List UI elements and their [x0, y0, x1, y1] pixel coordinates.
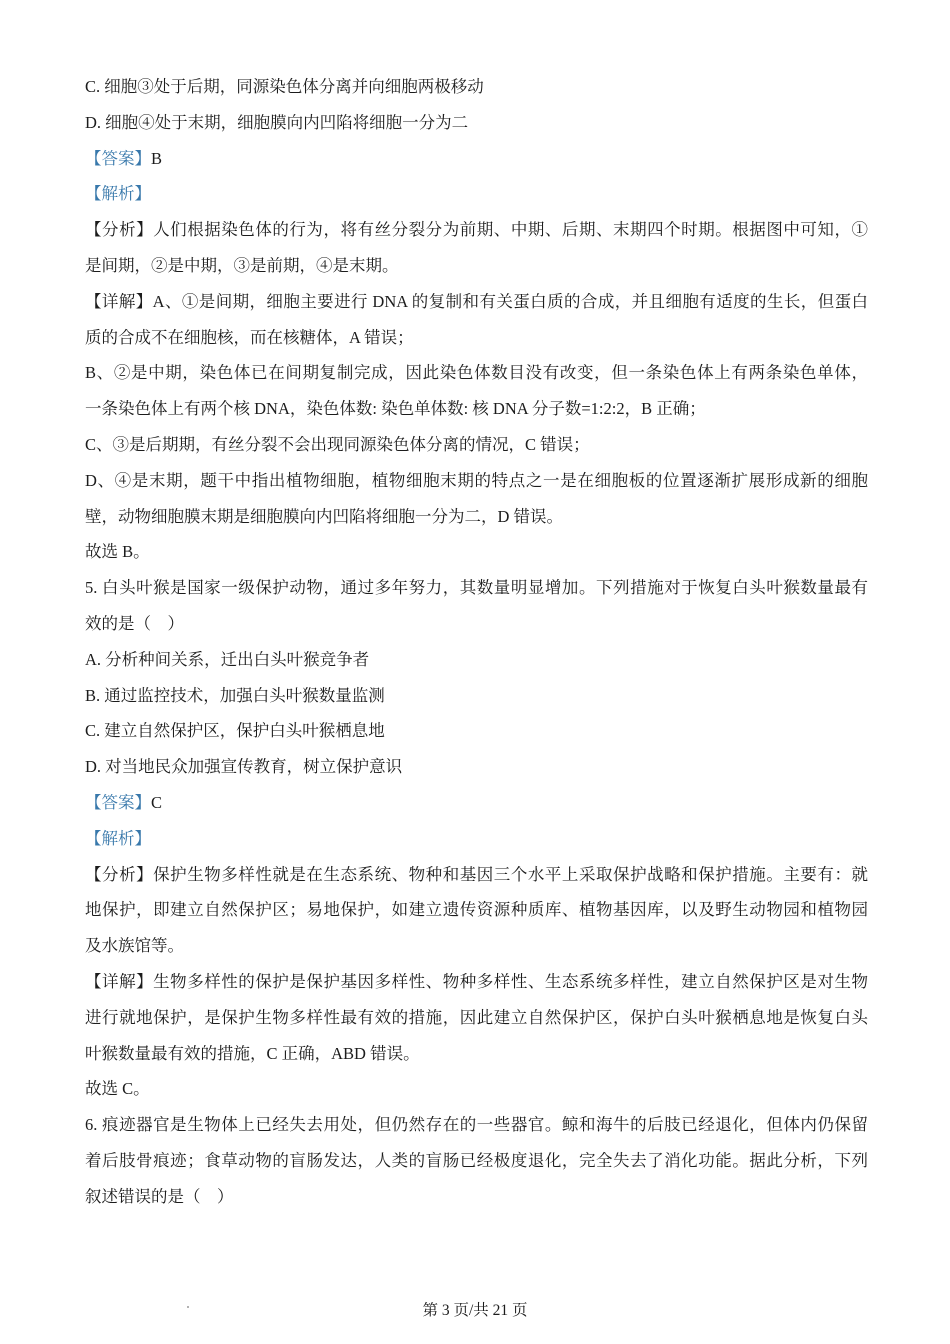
bracket-label: 【解析】: [85, 828, 151, 848]
bracket-label: 【答案】: [85, 792, 151, 812]
line-text: C. 建立自然保护区，保护白头叶猴栖息地: [85, 721, 385, 741]
line-text: 6. 痕迹器官是生物体上已经失去用处，但仍然存在的一些器官。鲸和海牛的后肢已经退化，但体内仍保留: [85, 1115, 868, 1135]
text-line: [85, 678, 868, 714]
text-line: [85, 463, 868, 499]
labeled-line: [85, 141, 868, 177]
line-text: 叶猴数量最有效的措施，C 正确，ABD 错误。: [85, 1043, 420, 1063]
line-text: C、③是后期期，有丝分裂不会出现同源染色体分离的情况，C 错误；: [85, 434, 590, 454]
line-text: 故选 C。: [85, 1079, 150, 1099]
line-text: 质的合成不在细胞核，而在核糖体，A 错误；: [85, 327, 414, 347]
text-line: [85, 749, 868, 785]
text-line: [85, 284, 868, 320]
document-body: [85, 69, 868, 1215]
line-text: 【详解】生物多样性的保护是保护基因多样性、物种多样性、生态系统多样性，建立自然保护区是对生物: [85, 971, 868, 991]
line-text: 是间期，②是中期，③是前期，④是末期。: [85, 255, 399, 275]
line-text: 【分析】人们根据染色体的行为，将有丝分裂分为前期、中期、后期、末期四个时期。根据图中可知，①: [85, 220, 868, 240]
text-line: [85, 1179, 868, 1215]
text-line: [85, 355, 868, 391]
text-line: [85, 570, 868, 606]
text-line: [85, 1071, 868, 1107]
line-text: A. 分析种间关系，迁出白头叶猴竞争者: [85, 649, 370, 669]
line-text: 进行就地保护，是保护生物多样性最有效的措施，因此建立自然保护区，保护白头叶猴栖息地是恢复白头: [85, 1007, 868, 1027]
labeled-line: [85, 176, 868, 212]
text-line: [85, 320, 868, 356]
text-line: [85, 1107, 868, 1143]
line-text: 故选 B。: [85, 542, 150, 562]
text-line: [85, 534, 868, 570]
labeled-line: [85, 785, 868, 821]
bracket-label: 【解析】: [85, 184, 151, 204]
line-text: 【详解】A、①是间期，细胞主要进行 DNA 的复制和有关蛋白质的合成，并且细胞有适度的生长，但蛋白: [85, 291, 868, 311]
line-text: 【分析】保护生物多样性就是在生态系统、物种和基因三个水平上采取保护战略和保护措施。主要有：就: [85, 864, 868, 884]
text-line: [85, 391, 868, 427]
line-text: D、④是末期，题干中指出植物细胞，植物细胞末期的特点之一是在细胞板的位置逐渐扩展形成新的细胞: [85, 470, 868, 490]
text-line: [85, 892, 868, 928]
labeled-line: [85, 821, 868, 857]
line-text: 地保护，即建立自然保护区；易地保护，如建立遗传资源种质库、植物基因库，以及野生动物园和植物园: [85, 900, 868, 920]
line-text: C: [151, 792, 163, 812]
page-footer: 第 3 页/共 21 页: [422, 1302, 528, 1319]
text-line: [85, 248, 868, 284]
line-text: B. 通过监控技术，加强白头叶猴数量监测: [85, 685, 385, 705]
line-text: B: [151, 148, 163, 168]
text-line: [85, 606, 868, 642]
text-line: [85, 964, 868, 1000]
text-line: [85, 212, 868, 248]
text-line: [85, 427, 868, 463]
line-text: 5. 白头叶猴是国家一级保护动物，通过多年努力，其数量明显增加。下列措施对于恢复白头叶猴数量最有: [85, 578, 868, 598]
text-line: [85, 857, 868, 893]
line-text: 着后肢骨痕迹；食草动物的盲肠发达，人类的盲肠已经极度退化，完全失去了消化功能。据此分析，下列: [85, 1150, 868, 1170]
text-line: [85, 499, 868, 535]
text-line: [85, 928, 868, 964]
line-text: 一条染色体上有两个核 DNA，染色体数: 染色单体数: 核 DNA 分子数=1:2:2，B 正确；: [85, 399, 706, 419]
text-line: [85, 1000, 868, 1036]
line-text: 壁，动物细胞膜末期是细胞膜向内凹陷将细胞一分为二，D 错误。: [85, 506, 564, 526]
text-line: [85, 642, 868, 678]
line-text: 叙述错误的是（ ）: [85, 1186, 234, 1206]
line-text: B、②是中期，染色体已在间期复制完成，因此染色体数目没有改变，但一条染色体上有两条染色单体，: [85, 363, 868, 383]
line-text: 及水族馆等。: [85, 936, 184, 956]
line-text: D. 对当地民众加强宣传教育，树立保护意识: [85, 757, 403, 777]
line-text: 效的是（ ）: [85, 613, 184, 633]
text-line: [85, 69, 868, 105]
text-line: [85, 713, 868, 749]
bracket-label: 【答案】: [85, 148, 151, 168]
line-text: D. 细胞④处于末期，细胞膜向内凹陷将细胞一分为二: [85, 112, 469, 132]
text-line: [85, 105, 868, 141]
text-line: [85, 1143, 868, 1179]
line-text: C. 细胞③处于后期，同源染色体分离并向细胞两极移动: [85, 77, 484, 96]
text-line: [85, 1036, 868, 1072]
